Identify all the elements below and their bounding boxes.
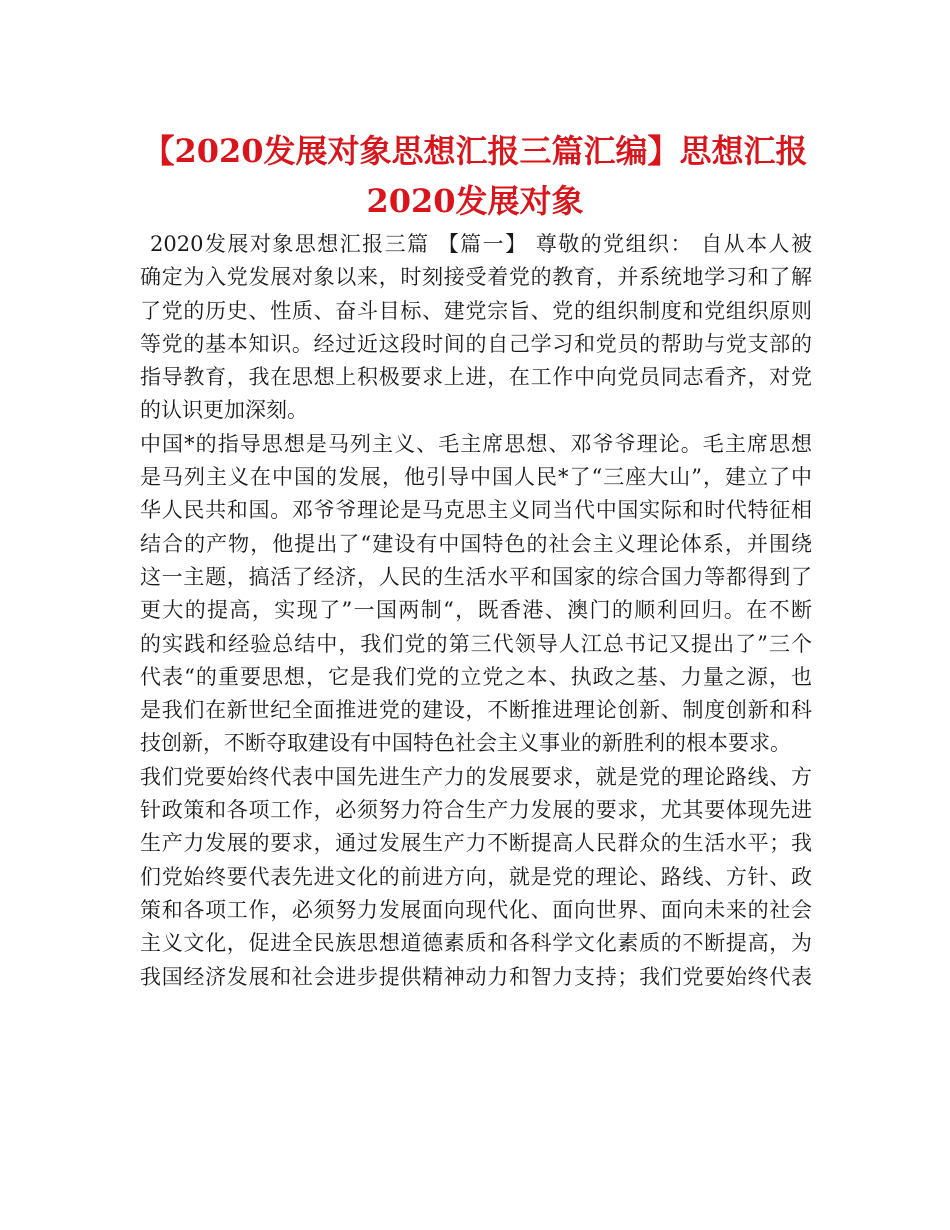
text-line: 更大的提高，实现了”一国两制“，既香港、澳门的顺利回归。在不断 [140,598,812,623]
text-line: 们党始终要代表先进文化的前进方向，就是党的理论、路线、方针、政 [140,864,812,889]
text-line: 华人民共和国。邓爷爷理论是马克思主义同当代中国实际和时代特征相 [140,498,812,523]
text-line: 针政策和各项工作，必须努力符合生产力发展的要求，尤其要体现先进 [140,798,812,823]
text-line: 等党的基本知识。经过近这段时间的自己学习和党员的帮助与党支部的 [140,331,812,356]
text-line: 我们党要始终代表中国先进生产力的发展要求，就是党的理论路线、方 [140,764,812,789]
text-line: 2020发展对象思想汇报三篇 【篇一】 尊敬的党组织： 自从本人被 [150,232,812,256]
text-line: 指导教育，我在思想上积极要求上进，在工作中向党员同志看齐，对党 [140,365,812,390]
text-line: 我国经济发展和社会进步提供精神动力和智力支持；我们党要始终代表 [140,964,812,989]
text-line: 是马列主义在中国的发展，他引导中国人民*了“三座大山”，建立了中 [140,465,812,490]
text-line: 是我们在新世纪全面推进党的建设，不断推进理论创新、制度创新和科 [140,698,812,723]
text-line: 中国*的指导思想是马列主义、毛主席思想、邓爷爷理论。毛主席思想 [140,431,812,456]
text-line: 了党的历史、性质、奋斗目标、建党宗旨、党的组织制度和党组织原则 [140,298,812,323]
text-line: 的实践和经验总结中，我们党的第三代领导人江总书记又提出了”三个 [140,631,812,656]
text-line: 技创新，不断夺取建设有中国特色社会主义事业的新胜利的根本要求。 [140,731,791,756]
text-line: 确定为入党发展对象以来，时刻接受着党的教育，并系统地学习和了解 [140,265,812,290]
text-line: 代表“的重要思想，它是我们党的立党之本、执政之基、力量之源，也 [140,664,812,689]
text-line: 主义文化，促进全民族思想道德素质和各科学文化素质的不断提高，为 [140,931,812,956]
document-body [140,228,812,994]
text-line: 结合的产物，他提出了“建设有中国特色的社会主义理论体系，并围绕 [140,531,812,556]
text-line: 这一主题，搞活了经济，人民的生活水平和国家的综合国力等都得到了 [140,564,812,589]
text-line: 策和各项工作，必须努力发展面向现代化、面向世界、面向未来的社会 [140,897,812,922]
document-title: 【2020发展对象思想汇报三篇汇编】思想汇报2020发展对象 [142,132,808,220]
text-line: 的认识更加深刻。 [140,398,308,423]
text-line: 生产力发展的要求，通过发展生产力不断提高人民群众的生活水平；我 [140,831,812,856]
